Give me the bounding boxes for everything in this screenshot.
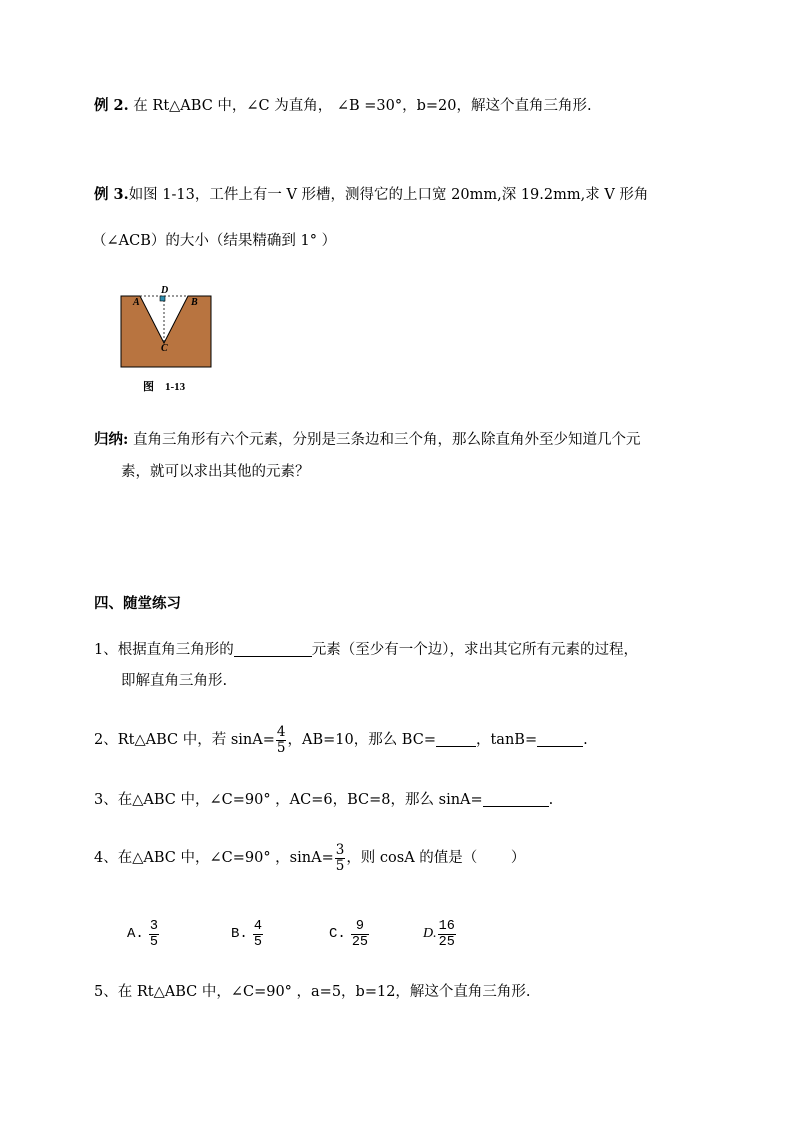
q4-option-b-den: 5: [253, 934, 262, 950]
label-c: C: [161, 343, 168, 354]
example-2-label: 例 2.: [94, 97, 129, 114]
q4-option-b[interactable]: B. $\frac{4}{5}$: [231, 918, 262, 950]
q3-before: 3、在△ABC 中，∠C=90° ，AC=6，BC=8，那么 sinA=: [94, 792, 483, 808]
q4-den: 5: [335, 857, 345, 874]
q4-option-a[interactable]: A. $\frac{3}{5}$: [127, 918, 158, 950]
q3-end: .: [548, 792, 554, 808]
q2-bc-blank[interactable]: [436, 731, 476, 747]
question-2: [94, 721, 588, 759]
label-d: D: [161, 285, 169, 296]
example-3-text-1: 如图 1-13，工件上有一 V 形槽，测得它的上口宽 20mm,深 19.2mm,求 V 形角: [128, 187, 649, 203]
q4-option-c-num: 9: [355, 918, 364, 934]
question-4: [94, 839, 525, 877]
q1-answer-blank[interactable]: [234, 641, 312, 657]
question-1: [94, 640, 638, 660]
q4-option-d-fraction: [438, 919, 456, 950]
example-3-line-1: [94, 185, 648, 205]
example-2-text: 在 Rt△ABC 中，∠C 为直角， ∠B =30°，b=20，解这个直角三角形.: [128, 98, 592, 114]
q4-option-b-fraction: [253, 919, 263, 950]
q4-option-a-num: 3: [149, 918, 158, 934]
q4-option-d-den: 25: [438, 934, 455, 950]
right-angle-marker: [160, 296, 165, 301]
summary-text-2: 素，就可以求出其他的元素？: [121, 464, 310, 480]
summary-line-1: [94, 430, 640, 450]
label-b: B: [191, 297, 198, 308]
q4-option-c[interactable]: C. $\frac{9}{25}$: [329, 918, 369, 950]
question-1-line-2: [121, 671, 227, 691]
q1-line-2: 即解直角三角形.: [121, 673, 228, 689]
q4-fraction: [335, 843, 346, 874]
label-a: A: [133, 297, 140, 308]
question-5: [94, 982, 531, 1002]
q4-option-d-num: 16: [438, 918, 455, 934]
q4-option-b-num: 4: [253, 918, 262, 934]
q4-option-a-den: 5: [149, 934, 158, 950]
summary-label: 归纳:: [94, 431, 129, 448]
summary-text-1: 直角三角形有六个元素，分别是三条边和三个角，那么除直角外至少知道几个元: [128, 432, 641, 448]
q4-option-d[interactable]: D. $\frac{16}{25}$: [423, 918, 455, 950]
q2-den: 5: [276, 739, 286, 756]
q1-before: 1、根据直角三角形的: [94, 642, 234, 658]
q2-comma: ，tanB=: [475, 732, 538, 748]
example-2: [94, 96, 592, 116]
q3-sina-blank[interactable]: [483, 791, 549, 807]
q2-tanb-blank[interactable]: [537, 731, 583, 747]
q2-num: 4: [276, 723, 286, 740]
question-3: [94, 790, 553, 810]
q2-before: 2、Rt△ABC 中，若 sinA=: [94, 732, 275, 748]
example-3-text-2: （∠ACB）的大小（结果精确到 1° ）: [92, 233, 337, 249]
section-4-title: 四、随堂练习: [94, 595, 181, 612]
q4-num: 3: [335, 841, 345, 858]
v-groove-figure: [118, 283, 218, 373]
example-3-line-2: [92, 231, 336, 251]
q4-option-c-den: 25: [351, 934, 369, 950]
q2-fraction: [276, 725, 287, 756]
summary-line-2: [121, 462, 310, 482]
q5-text: 5、在 Rt△ABC 中，∠C=90° ，a=5，b=12，解这个直角三角形.: [94, 984, 531, 1000]
q2-middle: ，AB=10，那么 BC=: [287, 732, 436, 748]
q2-end: .: [583, 732, 588, 748]
q4-option-c-fraction: [351, 919, 369, 950]
q1-after: 元素（至少有一个边），求出其它所有元素的过程，: [311, 642, 638, 658]
q4-after: ，则 cosA 的值是（ ）: [346, 850, 526, 866]
q4-before: 4、在△ABC 中，∠C=90° ，sinA=: [94, 850, 334, 866]
q4-option-a-fraction: [149, 919, 159, 950]
example-3-label: 例 3.: [94, 186, 129, 203]
q4-options: [127, 914, 457, 954]
figure-caption: 图 1-13: [143, 381, 186, 393]
